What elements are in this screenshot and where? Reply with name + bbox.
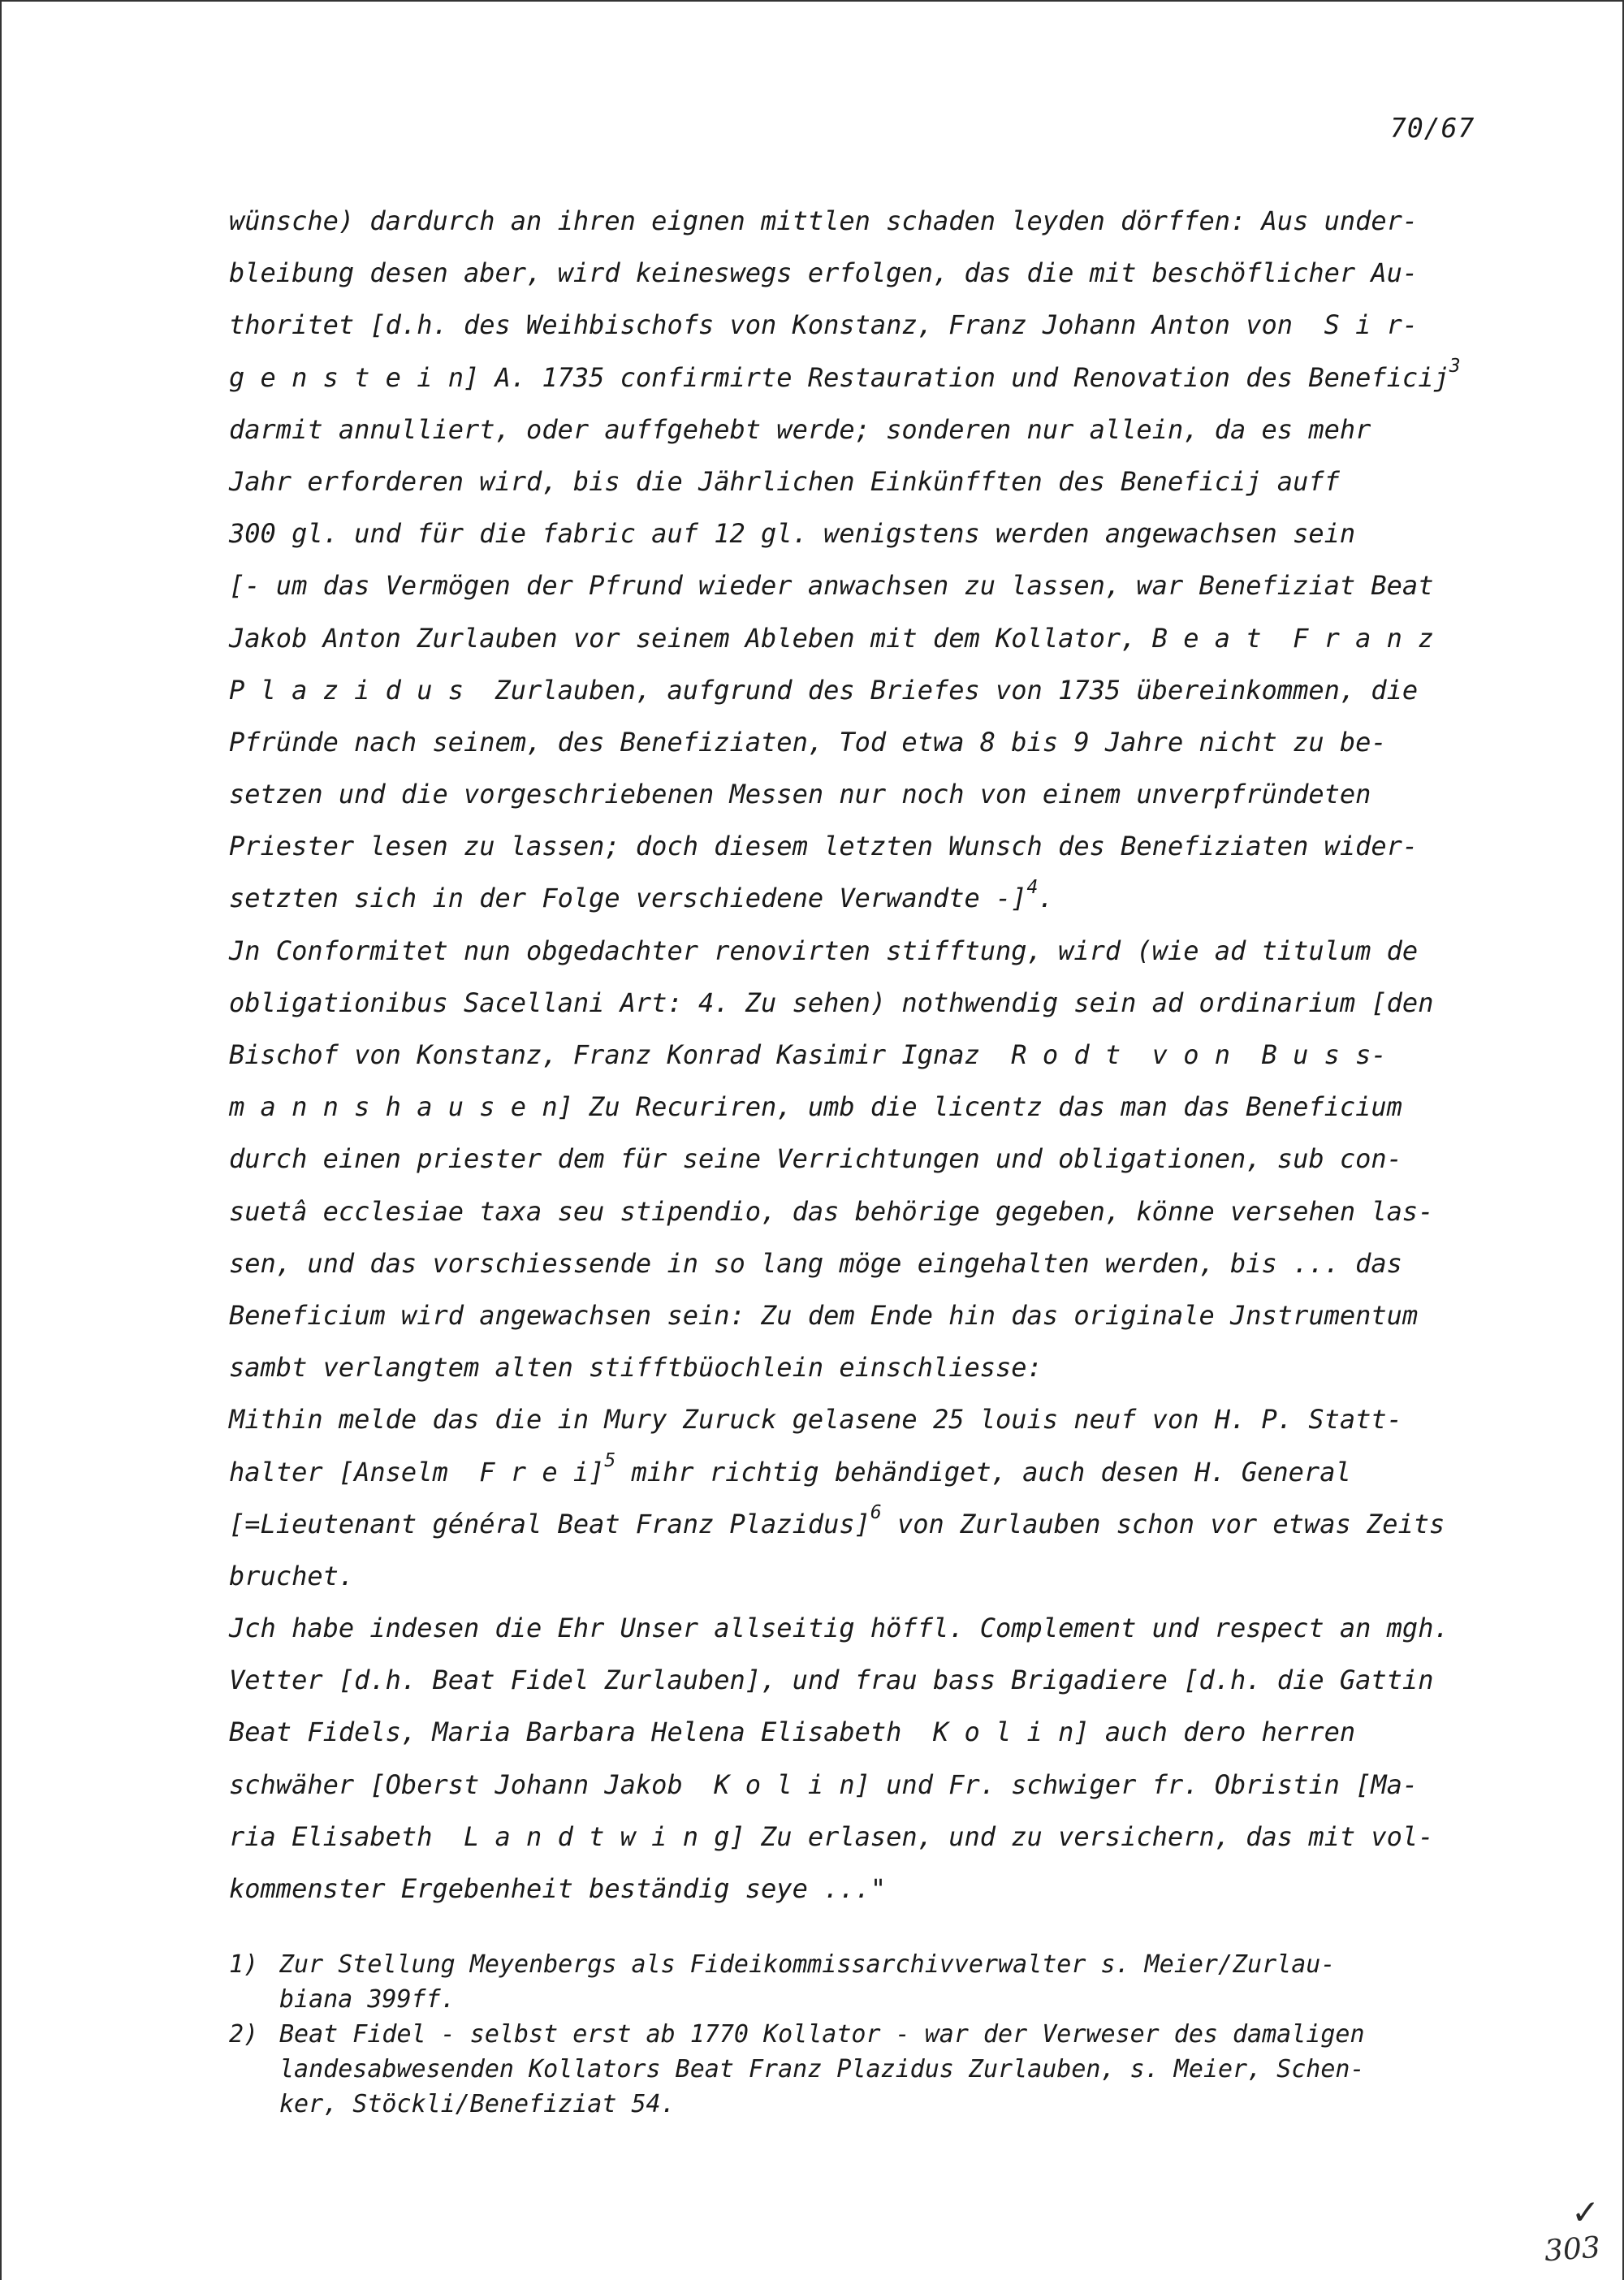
body-line: schwäher [Oberst Johann Jakob K o l i n] und Fr. schwiger fr. Obristin [Ma- <box>229 1768 1419 1800</box>
body-line: Beat Fidels, Maria Barbara Helena Elisabeth K o l i n] auch dero herren <box>229 1716 1356 1748</box>
footnote-ref: 3 <box>1449 355 1461 377</box>
footnote-number: 2) <box>229 2020 259 2049</box>
body-line: sen, und das vorschiessende in so lang möge eingehalten werden, bis ... das <box>229 1247 1402 1279</box>
body-line: setzen und die vorgeschriebenen Messen nur noch von einem unverpfründeten <box>229 779 1371 810</box>
footnote-ref: 6 <box>870 1502 882 1524</box>
body-line: durch einen priester dem für seine Verrichtungen und obligationen, sub con- <box>229 1143 1402 1175</box>
body-line: Jahr erforderen wird, bis die Jährlichen Einkünfften des Beneficij auff <box>229 465 1340 497</box>
body-line: Mithin melde das die in Mury Zuruck gelasene 25 louis neuf von H. P. Statt- <box>229 1404 1402 1436</box>
body-line: Jn Conformitet nun obgedachter renovirten stifftung, wird (wie ad titulum de <box>229 935 1419 966</box>
handwritten-page-number: 303 <box>1543 2230 1602 2269</box>
letter-body <box>229 195 1528 1915</box>
page-number: 70/67 <box>1390 112 1475 144</box>
body-line: [- um das Vermögen der Pfrund wieder anwachsen zu lassen, war Benefiziat Beat <box>229 570 1434 602</box>
body-line: Pfründe nach seinem, des Benefiziaten, Tod etwa 8 bis 9 Jahre nicht zu be- <box>229 726 1387 758</box>
body-line: Bischof von Konstanz, Franz Konrad Kasimir Ignaz R o d t v o n B u s s- <box>229 1039 1387 1070</box>
body-line: thoritet [d.h. des Weihbischofs von Konstanz, Franz Johann Anton von S i r- <box>229 309 1419 341</box>
body-line: wünsche) dardurch an ihren eignen mittlen schaden leyden dörffen: Aus under- <box>229 205 1419 236</box>
footnote-2-cont: landesabwesenden Kollators Beat Franz Plazidus Zurlauben, s. Meier, Schen- <box>279 2055 1365 2084</box>
body-line: ria Elisabeth L a n d t w i n g] Zu erlasen, und zu versichern, das mit vol- <box>229 1820 1434 1852</box>
footnote-1: 1) Zur Stellung Meyenbergs als Fideikommissarchivverwalter s. Meier/Zurlau- <box>229 1947 1528 1982</box>
body-line: Vetter [d.h. Beat Fidel Zurlauben], und frau bass Brigadiere [d.h. die Gattin <box>229 1665 1434 1696</box>
body-line: Beneficium wird angewachsen sein: Zu dem Ende hin das originale Jnstrumentum <box>229 1299 1419 1331</box>
body-line: g e n s t e i n] A. 1735 confirmirte Restauration und Renovation des Beneficij$^3$ <box>229 355 1461 393</box>
body-line: Jakob Anton Zurlauben vor seinem Ableben mit dem Kollator, B e a t F r a n z <box>229 622 1434 654</box>
footnote-2: 2) Beat Fidel - selbst erst ab 1770 Kollator - war der Verweser des damaligen <box>229 2017 1528 2052</box>
body-line: setzten sich in der Folge verschiedene Verwandte -]$^4$. <box>229 876 1054 914</box>
footnote-ref: 5 <box>604 1449 616 1471</box>
body-line: m a n n s h a u s e n] Zu Recuriren, umb die licentz das man das Beneficium <box>229 1091 1402 1123</box>
footnote-1-cont: biana 399ff. <box>279 1985 456 2014</box>
check-mark-icon: ✓ <box>1571 2192 1600 2232</box>
body-line: P l a z i d u s Zurlauben, aufgrund des Briefes von 1735 übereinkommen, die <box>229 674 1419 706</box>
body-line: Jch habe indesen die Ehr Unser allseitig höffl. Complement und respect an mgh. <box>229 1613 1449 1644</box>
body-line: halter [Anselm F r e i]$^5$ mihr richtig behändiget, auch desen H. General <box>229 1449 1351 1488</box>
body-line: Priester lesen zu lassen; doch diesem letzten Wunsch des Benefiziaten wider- <box>229 831 1419 862</box>
footnote-2-cont: ker, Stöckli/Benefiziat 54. <box>279 2090 676 2118</box>
body-line: bruchet. <box>229 1560 355 1591</box>
body-line: 300 gl. und für die fabric auf 12 gl. wenigstens werden angewachsen sein <box>229 518 1356 550</box>
scan-border-top <box>0 0 1624 2</box>
body-line: [=Lieutenant général Beat Franz Plazidus]$^6$ von Zurlauben schon vor etwas Zeits <box>229 1502 1445 1539</box>
body-line: suetâ ecclesiae taxa seu stipendio, das behörige gegeben, könne versehen las- <box>229 1195 1434 1227</box>
scan-border-left <box>0 0 2 2280</box>
footnote-number: 1) <box>229 1950 259 1979</box>
footnote-ref: 4 <box>1026 876 1039 898</box>
body-line: obligationibus Sacellani Art: 4. Zu sehen) nothwendig sein ad ordinarium [den <box>229 987 1434 1018</box>
body-line: sambt verlangtem alten stifftbüochlein einschliesse: <box>229 1352 1043 1384</box>
footnotes <box>229 1947 1528 2122</box>
body-line: kommenster Ergebenheit beständig seye ..." <box>229 1873 887 1904</box>
body-line: bleibung desen aber, wird keineswegs erfolgen, das die mit beschöflicher Au- <box>229 257 1419 289</box>
body-line: darmit annulliert, oder auffgehebt werde; sonderen nur allein, da es mehr <box>229 413 1371 445</box>
